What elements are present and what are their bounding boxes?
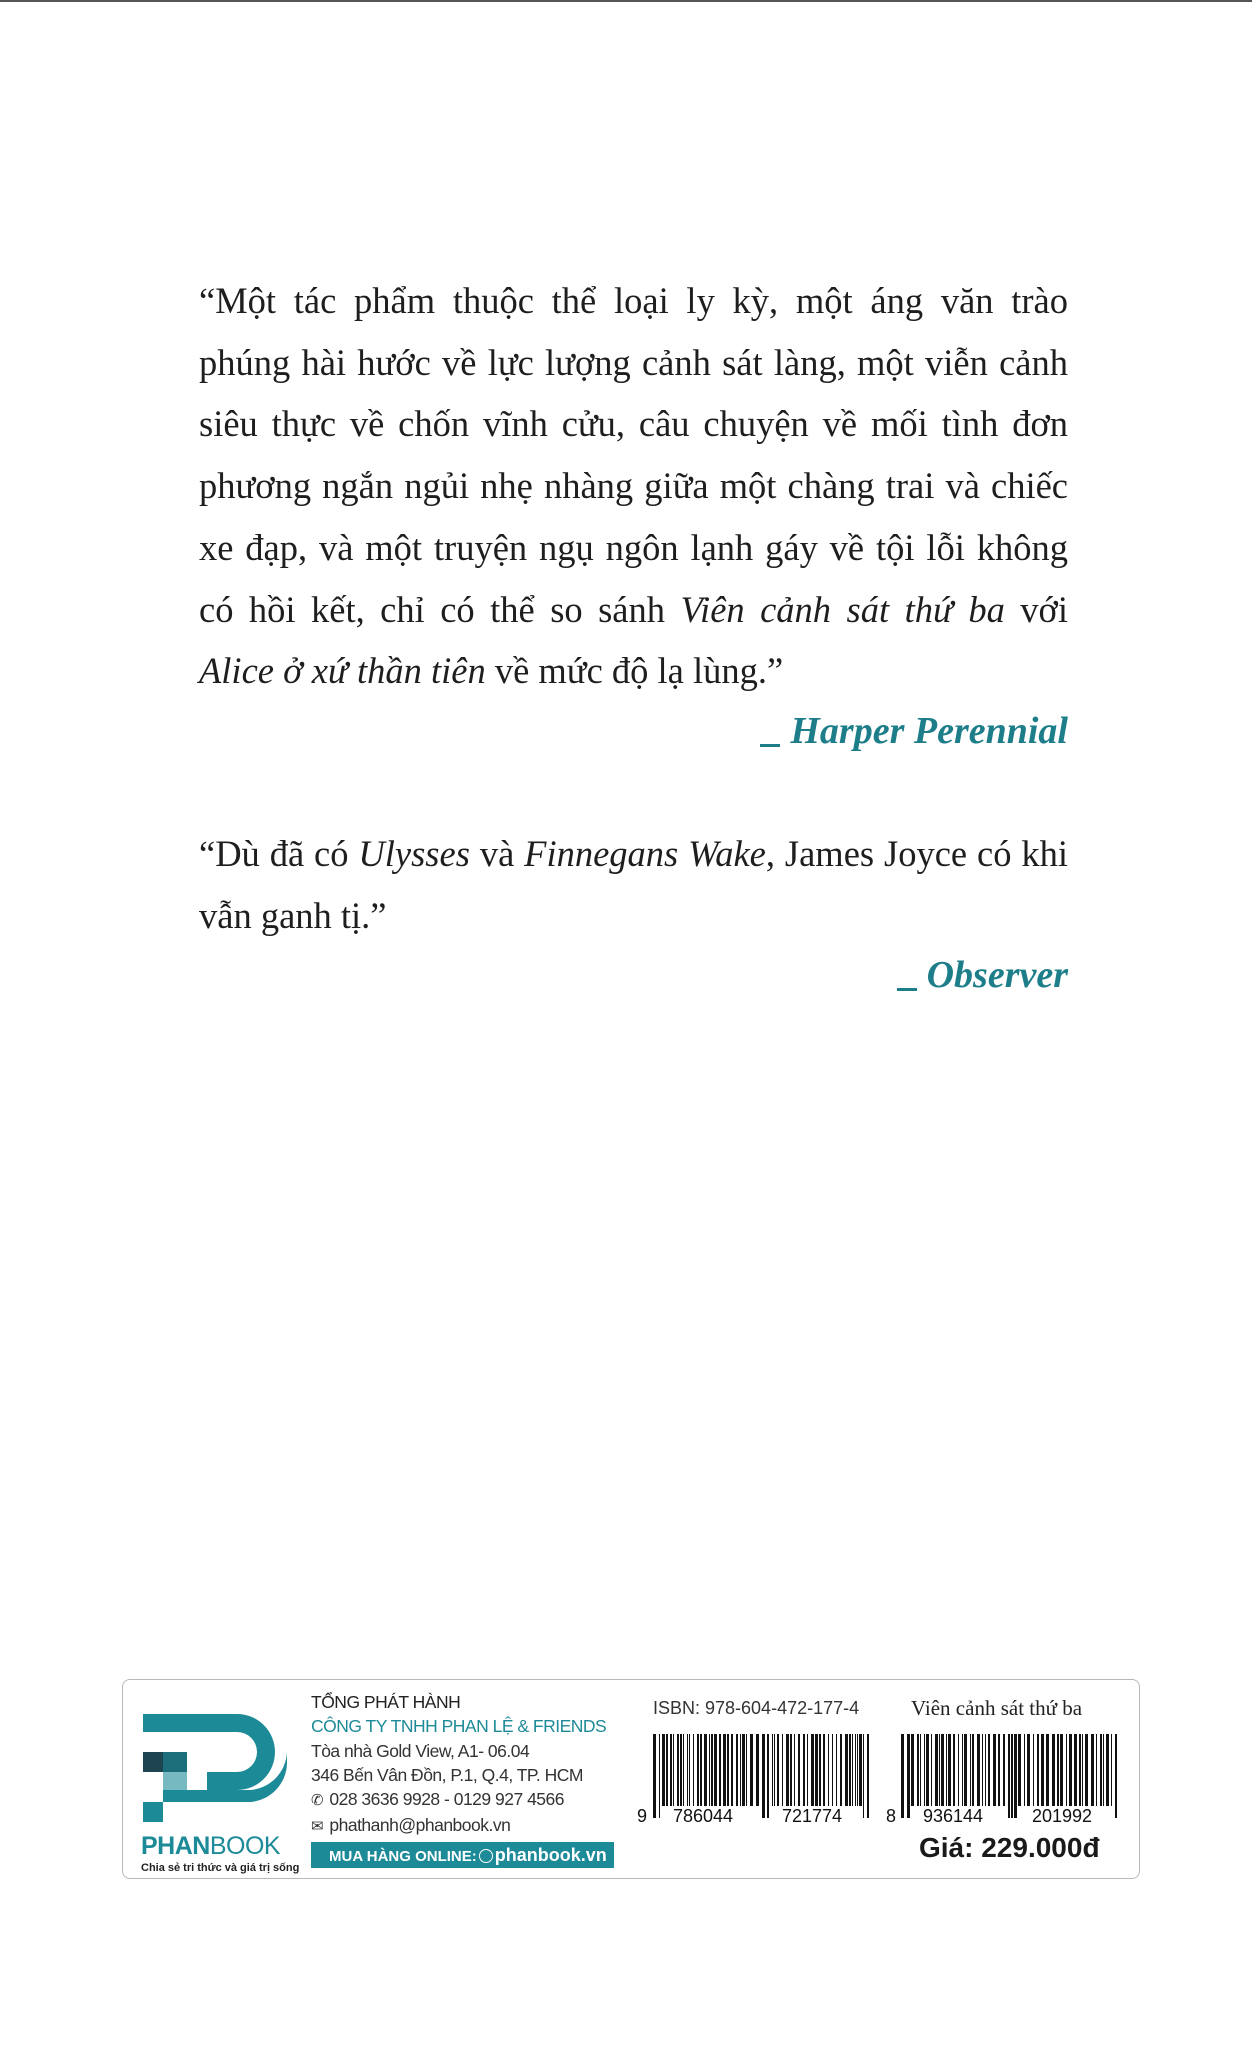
phone-line: ✆ 028 3636 9928 - 0129 927 4566 <box>311 1787 611 1813</box>
company-name: CÔNG TY TNHH PHAN LỆ & FRIENDS <box>311 1716 607 1737</box>
address-line-1: Tòa nhà Gold View, A1- 06.04 <box>311 1740 530 1761</box>
quote-attribution: Harper Perennial <box>199 706 1068 756</box>
phone-icon: ✆ <box>311 1792 324 1810</box>
dash-mark <box>897 988 917 991</box>
phanbook-logo <box>141 1694 300 1874</box>
publisher-info-box <box>122 1679 1140 1879</box>
isbn-digits-right: 721774 <box>782 1806 843 1826</box>
isbn-digit-lead: 9 <box>637 1806 648 1826</box>
isbn-label: ISBN: 978-604-472-177-4 <box>653 1698 860 1718</box>
top-border <box>0 0 1252 2</box>
quote-book-title-ulysses: Ulysses <box>358 833 470 874</box>
price-label: Giá: 229.000đ <box>919 1832 1100 1863</box>
quote-attribution: Observer <box>199 950 1068 1000</box>
isbn-digits-left: 786044 <box>673 1806 734 1826</box>
quote-harper-perennial <box>199 270 1068 756</box>
publisher-details <box>311 1690 611 1840</box>
price-digit-lead: 8 <box>886 1806 897 1826</box>
quote-book-title-finnegans: Finnegans Wake <box>524 833 766 874</box>
quote-book-title: Viên cảnh sát thứ ba <box>680 588 1005 630</box>
dash-mark <box>760 744 780 747</box>
quote-observer <box>199 823 1068 1000</box>
logo-wordmark: PHANBOOK <box>141 1832 281 1860</box>
distributor-label: TỔNG PHÁT HÀNH <box>311 1692 461 1712</box>
globe-icon <box>479 1849 493 1863</box>
price-digits-right: 201992 <box>1032 1806 1093 1826</box>
address-line-2: 346 Bến Vân Đồn, P.1, Q.4, TP. HCM <box>311 1764 583 1785</box>
quote-text: “Một tác phẩm thuộc thể loại ly kỳ, một áng văn trào phúng hài hước về lực lượng cảnh sát làng, một viễn cảnh siêu thực về chốn vĩnh cửu, câu chuyện về mối tình đơn phương ngắn ngủi nhẹ nhàng giữa một chàng trai và chiếc xe đạp, và một truyện ngụ ngôn lạnh gáy về tội lỗi không có hồi kết, chỉ có thể so sánh Viên cảnh sát thứ ba với Alice ở xứ thần tiên về mức độ lạ lùng.” <box>199 280 1068 692</box>
logo-tagline: Chia sẻ tri thức và giá trị sống <box>141 1862 300 1874</box>
barcode-book-title: Viên cảnh sát thứ ba <box>911 1696 1083 1720</box>
envelope-icon: ✉ <box>311 1818 324 1836</box>
quote-book-title-alice: Alice ở xứ thần tiên <box>199 650 486 692</box>
quote-text: “Dù đã có Ulysses và Finnegans Wake, James Joyce có khi vẫn ganh tị.” <box>199 833 1068 936</box>
website-link[interactable]: phanbook.vn <box>494 1845 607 1865</box>
email-line: ✉ phathanh@phanbook.vn <box>311 1813 611 1839</box>
buy-online-banner[interactable]: MUA HÀNG ONLINE: phanbook.vn <box>311 1842 614 1868</box>
phanbook-logo-icon <box>141 1694 296 1828</box>
price-digits-left: 936144 <box>923 1806 984 1826</box>
